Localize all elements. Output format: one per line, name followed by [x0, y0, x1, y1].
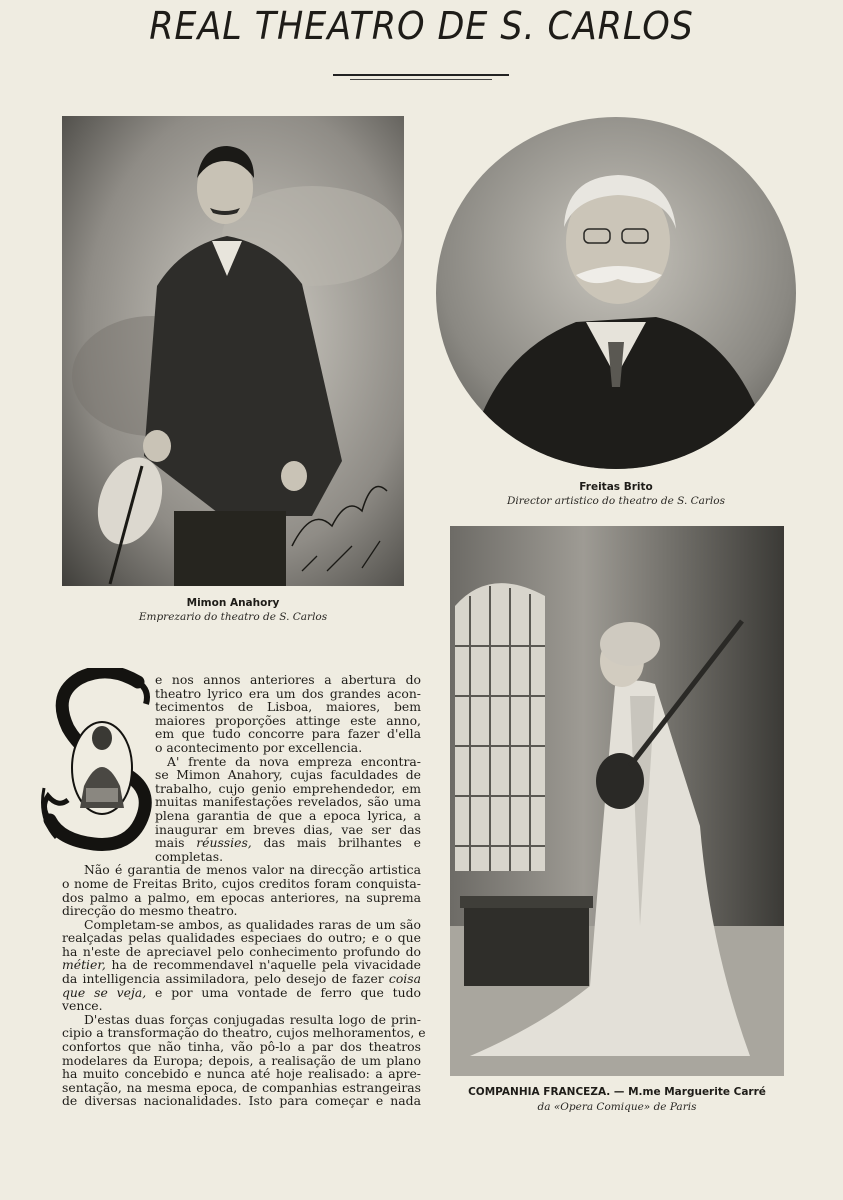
text-line: ha n'este de apreciavel pelo conhecimento profundo do	[62, 943, 421, 959]
text-line	[62, 958, 421, 972]
paragraph-4	[62, 918, 421, 1013]
text-line: modelares da Europa; depois, a realisação de um plano	[62, 1052, 421, 1068]
paragraph-5	[62, 1011, 426, 1109]
photo-freitas-brito	[436, 117, 796, 469]
text-line	[62, 986, 421, 1000]
text-line: dos palmo a palmo, em epocas anteriores, na suprema	[62, 889, 421, 905]
caption-name-carre: COMPANHIA FRANCEZA. — M.me Marguerite Carré	[468, 1086, 766, 1098]
text-line: o acontecimento por excellencia.	[155, 739, 363, 755]
text-line: maiores proporções attinge este anno,	[155, 712, 421, 728]
text-line: muitas manifestações revelados, são uma	[155, 794, 421, 810]
text-line: cipio a transformação do theatro, cujos melhoramentos, e	[62, 1025, 426, 1041]
title-rule	[333, 74, 509, 76]
text-line: confortos que não tinha, vão pô-lo a par dos theatros	[62, 1039, 421, 1055]
text-line: e nos annos anteriores a abertura do	[155, 672, 421, 687]
text-line: de diversas nacionalidades. Isto para começar e nada	[62, 1093, 421, 1109]
italic-term: métier,	[62, 957, 106, 973]
page-title: REAL THEATRO DE S. CARLOS	[149, 4, 694, 48]
photo-marguerite-carre	[450, 526, 784, 1076]
photo-mimon-anahory	[62, 116, 404, 586]
paragraph-2	[62, 755, 421, 864]
italic-term: réussies,	[196, 835, 252, 851]
caption-name-brito: Freitas Brito	[579, 481, 653, 493]
text-line: A' frente da nova empreza encontra-	[167, 753, 421, 769]
text-line: inaugurar em breves dias, vae ser das	[155, 821, 421, 837]
caption-role-anahory: Emprezario do theatro de S. Carlos	[138, 611, 328, 623]
title-rule-thin	[350, 79, 492, 80]
text-run: mais	[155, 835, 197, 851]
paragraph-1	[62, 673, 421, 755]
text-line: sentação, na mesma epoca, de companhias estrangeiras	[62, 1079, 421, 1095]
paragraph-3	[62, 863, 421, 917]
text-line	[62, 972, 421, 986]
caption-role-carre: da «Opera Comique» de Paris	[537, 1101, 697, 1113]
text-line: vence.	[62, 998, 103, 1014]
text-run: ha de recommendavel n'aquelle pela vivacidade	[105, 957, 421, 973]
text-line: D'estas duas forças conjugadas resulta logo de prin-	[84, 1011, 421, 1027]
text-run: e por uma vontade de ferro que tudo	[146, 984, 421, 1000]
text-line	[155, 836, 421, 850]
text-line: o nome de Freitas Brito, cujos creditos foram conquista-	[62, 875, 421, 891]
text-line: realçadas pelas qualidades especiaes do outro; e o que	[62, 930, 421, 946]
caption-name-anahory: Mimon Anahory	[186, 597, 280, 609]
italic-term: coisa	[383, 971, 421, 987]
text-line: se Mimon Anahory, cujas faculdades de	[155, 767, 421, 783]
article-body	[62, 672, 426, 1109]
text-line: theatro lyrico era um dos grandes acon-	[155, 685, 421, 701]
text-line: Não é garantia de menos valor na direcção artistica	[84, 862, 421, 878]
text-line: trabalho, cujo genio emprehendedor, em	[155, 780, 421, 796]
text-run: da intelligencia assimiladora, pelo desejo de fazer	[62, 971, 384, 987]
text-line: tecimentos de Lisboa, maiores, bem	[155, 699, 421, 715]
text-line: ha muito concebido e nunca até hoje realisado: a apre-	[62, 1066, 421, 1082]
text-line: plena garantia de que a epoca lyrica, a	[155, 807, 421, 823]
text-line: em que tudo concorre para fazer d'ella	[155, 726, 421, 742]
caption-role-brito: Director artistico do theatro de S. Carlos	[506, 495, 726, 507]
text-line: direcção do mesmo theatro.	[62, 903, 238, 919]
italic-term: que se veja,	[62, 984, 147, 1000]
text-line: Completam-se ambos, as qualidades raras de um são	[84, 916, 421, 932]
text-line: completas.	[155, 848, 224, 864]
text-run: das mais brilhantes e	[251, 835, 421, 851]
